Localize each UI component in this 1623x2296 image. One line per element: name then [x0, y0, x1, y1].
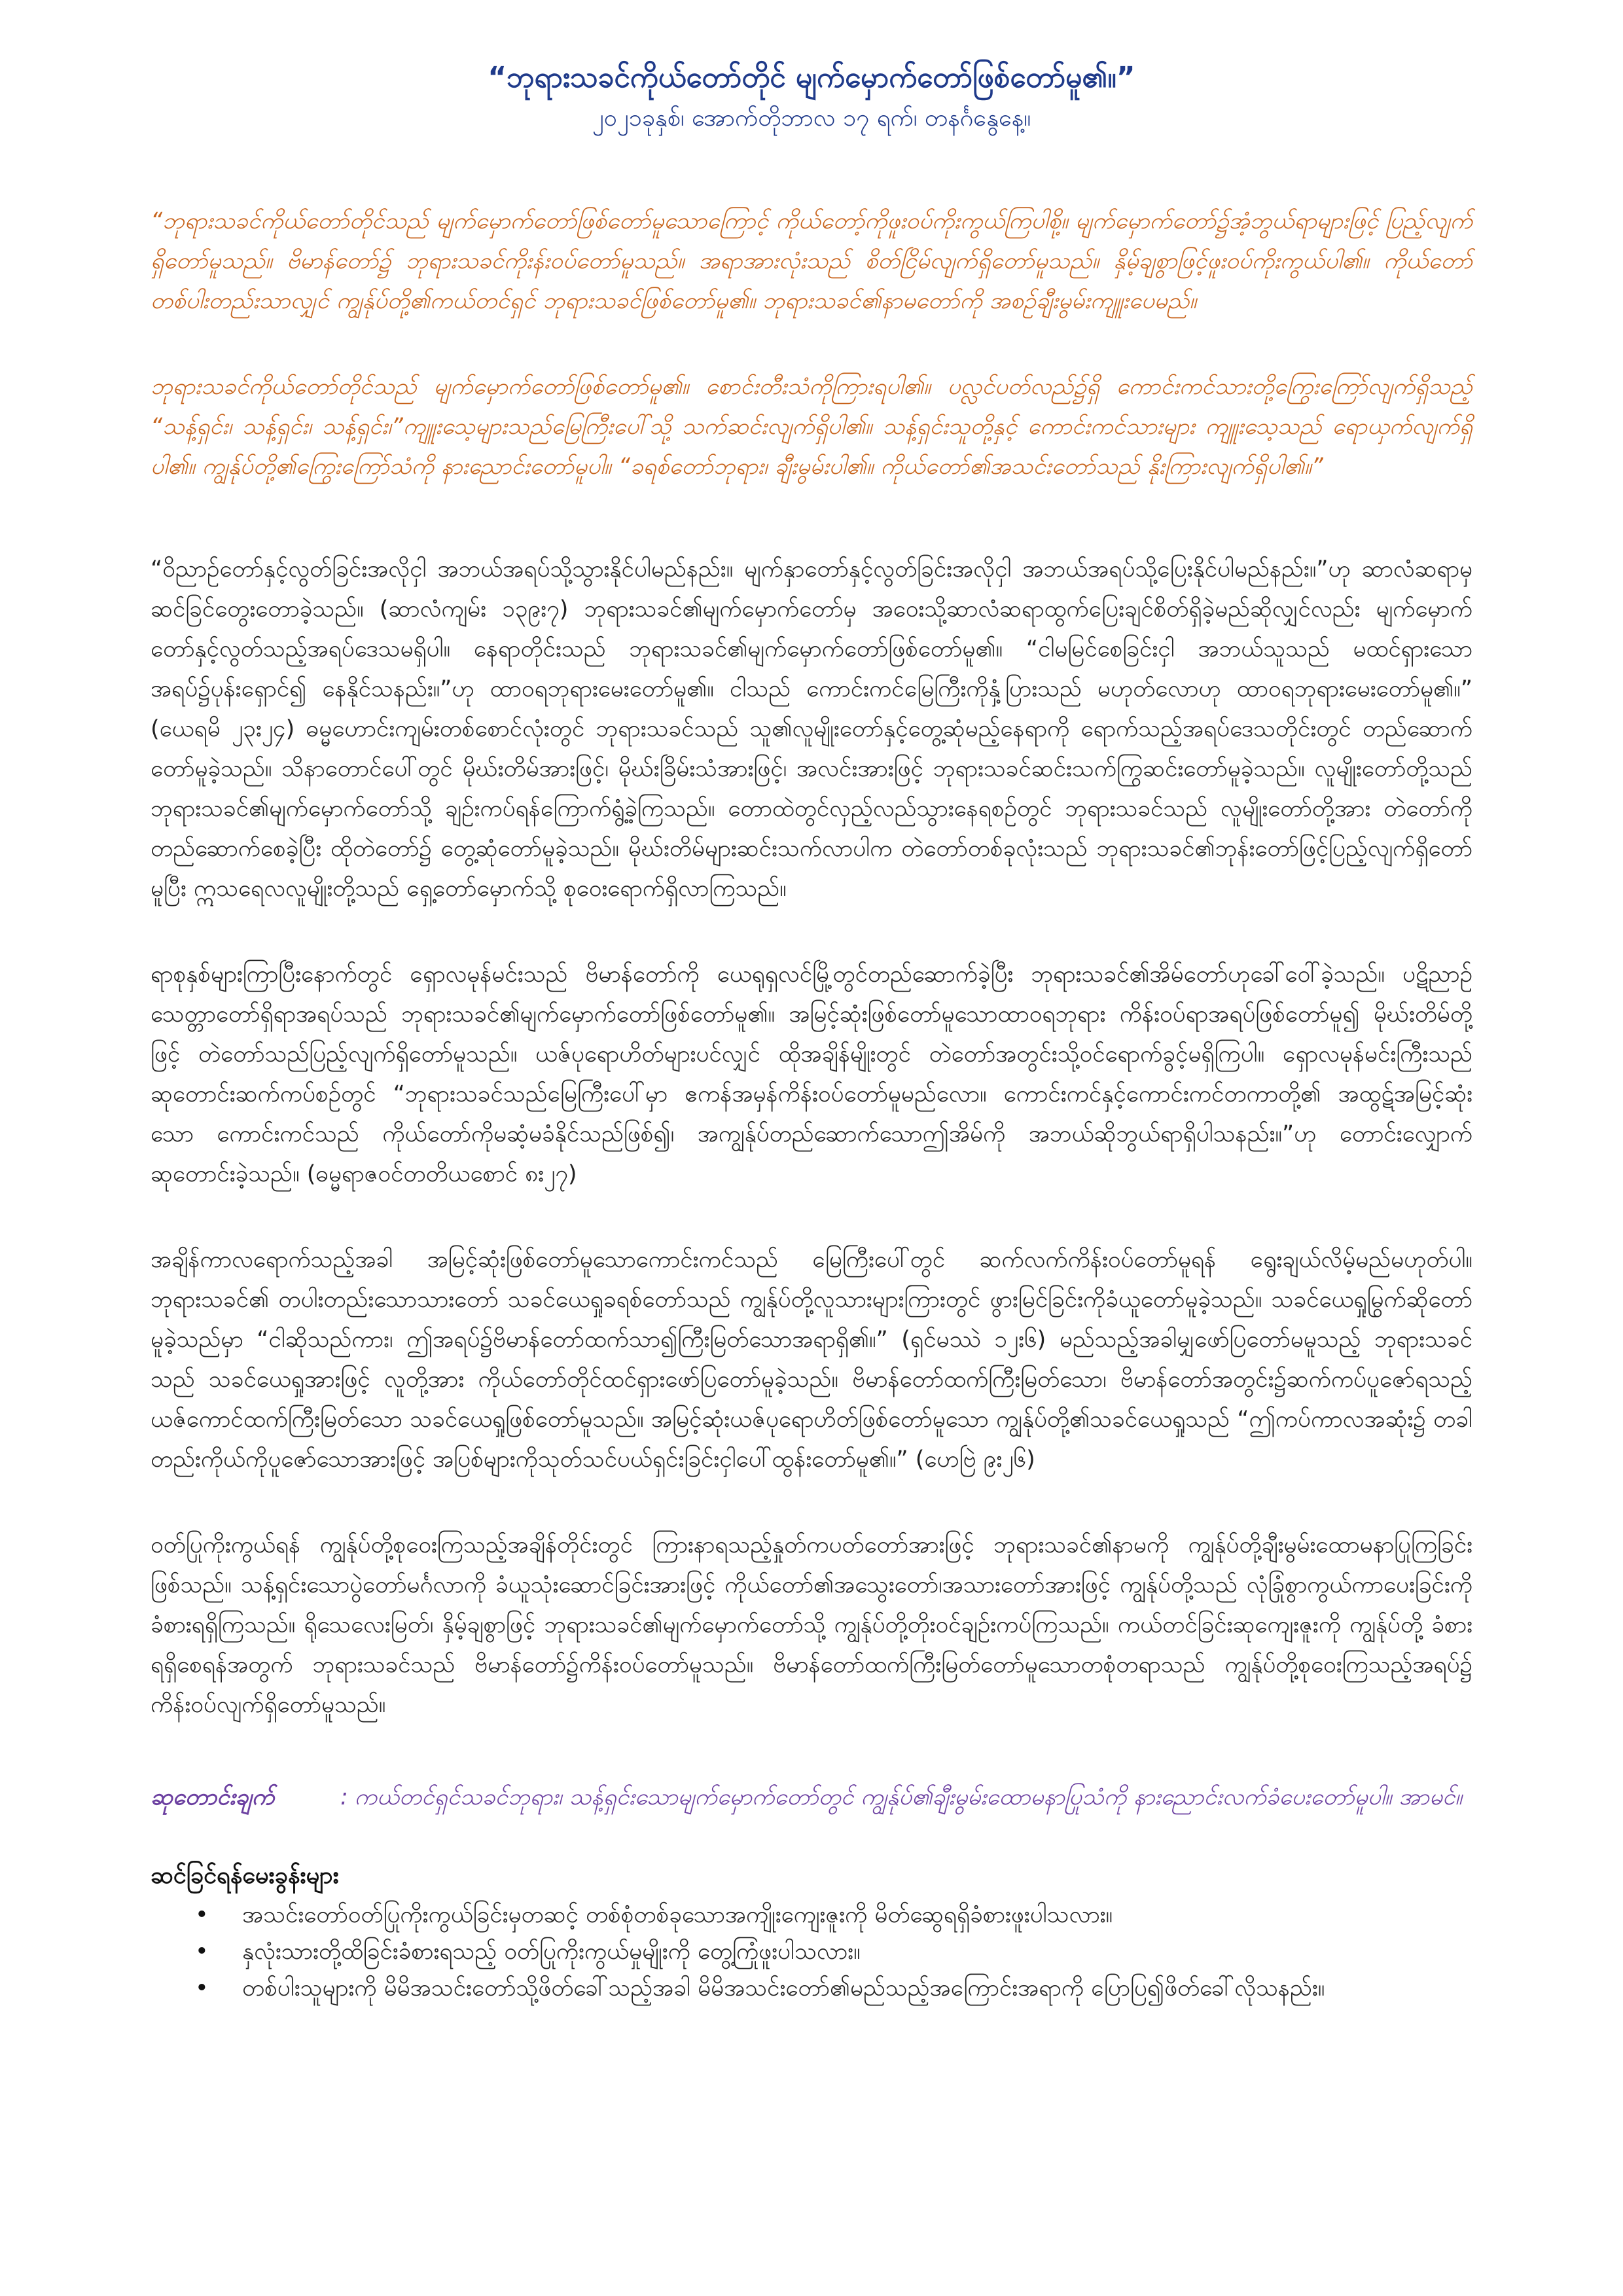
document-date: ၂၀၂၁ခုနှစ်၊ အောက်တိုဘာလ ၁၇ ရက်၊ တနင်္ဂနွေနေ့။	[592, 105, 1031, 132]
question-item: • အသင်းတော်ဝတ်ပြုကိုးကွယ်ခြင်းမှတဆင့် တစ်စုံတစ်ခုသောအကျိုးကျေးဇူးကို မိတ်ဆွေရရှိခံစားဖူးပါသလား။	[242, 1897, 1472, 1933]
paragraph-body-1: “ဝိညာဉ်တော်နှင့်လွတ်ခြင်းအလိုငှါ အဘယ်အရပ်သို့သွားနိုင်ပါမည်နည်း။ မျက်နှာတော်နှင့်လွတ်ခြင်းအလိုငှါ အဘယ်အရပ်သို့ပြေးနိုင်ပါမည်နည်း။”ဟု ဆာလံဆရာမှ ဆင်ခြင်တွေးတောခဲ့သည်။ (ဆာလံကျမ်း ၁၃၉း၇) ဘုရားသခင်၏မျက်မှောက်တော်မှ အဝေးသို့ဆာလံဆရာထွက်ပြေးချင်စိတ်ရှိခဲ့မည်ဆိုလျှင်လည်း မျက်မှောက်တော်နှင့်လွတ်သည့်အရပ်ဒေသမရှိပါ။ နေရာတိုင်းသည် ဘုရားသခင်၏မျက်မှောက်တော်ဖြစ်တော်မူ၏။ “ငါမမြင်စေခြင်းငှါ အဘယ်သူသည် မထင်ရှားသောအရပ်၌ပုန်းရှောင်၍ နေနိုင်သနည်း။”ဟု ထာဝရဘုရားမေးတော်မူ၏။ ငါသည် ကောင်းကင်မြေကြီးကိုနှံ့ပြားသည် မဟုတ်လောဟု ထာဝရဘုရားမေးတော်မူ၏။” (ယေရမိ ၂၃း၂၄) ဓမ္မဟောင်းကျမ်းတစ်စောင်လုံးတွင် ဘုရားသခင်သည် သူ၏လူမျိုးတော်နှင့်တွေ့ဆုံမည့်နေရာကို ရောက်သည့်အရပ်ဒေသတိုင်းတွင် တည်ဆောက်တော်မူခဲ့သည်။ သိနာတောင်ပေါ်တွင် မိုဃ်းတိမ်အားဖြင့်၊ မိုဃ်းခြိမ်းသံအားဖြင့်၊ အလင်းအားဖြင့် ဘုရားသခင်ဆင်းသက်ကြွဆင်းတော်မူခဲ့သည်။ လူမျိုးတော်တို့သည် ဘုရားသခင်၏မျက်မှောက်တော်သို့ ချဉ်းကပ်ရန်ကြောက်ရွံ့ခဲ့ကြသည်။ တောထဲတွင်လှည့်လည်သွားနေရစဉ်တွင် ဘုရားသခင်သည် လူမျိုးတော်တို့အား တဲတော်ကိုတည်ဆောက်စေခဲ့ပြီး ထိုတဲတော်၌ တွေ့ဆုံတော်မူခဲ့သည်။ မိုဃ်းတိမ်များဆင်းသက်လာပါက တဲတော်တစ်ခုလုံးသည် ဘုရားသခင်၏ဘုန်းတော်ဖြင့်ပြည့်လျက်ရှိတော်မူပြီး ဣသရေလလူမျိုးတို့သည် ရှေ့တော်မှောက်သို့ စုဝေးရောက်ရှိလာကြသည်။	[151, 556, 1472, 902]
question-item: • တစ်ပါးသူများကို မိမိအသင်းတော်သို့ဖိတ်ခေါ်သည့်အခါ မိမိအသင်းတော်၏မည်သည့်အကြောင်းအရာကို ပြောပြ၍ဖိတ်ခေါ်လိုသနည်း။	[242, 1970, 1472, 2007]
paragraph-body-3: အချိန်ကာလရောက်သည့်အခါ အမြင့်ဆုံးဖြစ်တော်မူသောကောင်းကင်သည် မြေကြီးပေါ်တွင် ဆက်လက်ကိန်းဝပ်တော်မူရန် ရွေးချယ်လိမ့်မည်မဟုတ်ပါ။ ဘုရားသခင်၏ တပါးတည်းသောသားတော် သခင်ယေရှုခရစ်တော်သည် ကျွန်ုပ်တို့လူသားများကြားတွင် ဖွားမြင်ခြင်းကိုခံယူတော်မူခဲ့သည်။ သခင်ယေရှုမြွက်ဆိုတော်မူခဲ့သည်မှာ “ငါဆိုသည်ကား၊ ဤအရပ်၌ဗိမာန်တော်ထက်သာ၍ကြီးမြတ်သောအရာရှိ၏။” (ရှင်မဿဲ ၁၂း၆) မည်သည့်အခါမျှဖော်ပြတော်မမူသည့် ဘုရားသခင်သည် သခင်ယေရှုအားဖြင့် လူတို့အား ကိုယ်တော်တိုင်ထင်ရှားဖော်ပြတော်မူခဲ့သည်။ ဗိမာန်တော်ထက်ကြီးမြတ်သော၊ ဗိမာန်တော်အတွင်း၌ဆက်ကပ်ပူဇော်ရသည့် ယဇ်ကောင်ထက်ကြီးမြတ်သော သခင်ယေရှုဖြစ်တော်မူသည်။ အမြင့်ဆုံးယဇ်ပုရောဟိတ်ဖြစ်တော်မူသော ကျွန်ုပ်တို့၏သခင်ယေရှုသည် “ဤကပ်ကာလအဆုံး၌ တခါတည်းကိုယ်ကိုပူဇော်သောအားဖြင့် အပြစ်များကိုသုတ်သင်ပယ်ရှင်းခြင်းငှါပေါ်ထွန်းတော်မူ၏။” (ဟေဗြဲ ၉း၂၆)	[151, 1247, 1472, 1473]
paragraph-intro-2: ဘုရားသခင်ကိုယ်တော်တိုင်သည် မျက်မှောက်တော်ဖြစ်တော်မူ၏။ စောင်းတီးသံကိုကြားရပါ၏။ ပလ္လင်ပတ်လည်၌ရှိ ကောင်းကင်သားတို့ကြွေးကြော်လျက်ရှိသည့် “သန့်ရှင်း၊ သန့်ရှင်း၊ သန့်ရှင်း၊”ကျူးသေ့များသည်မြေကြီးပေါ်သို့ သက်ဆင်းလျက်ရှိပါ၏။ သန့်ရှင်းသူတို့နှင့် ကောင်းကင်သားများ ကျူးသေ့သည် ရောယှက်လျက်ရှိပါ၏။ ကျွန်ုပ်တို့၏ကြွေးကြော်သံကို နားညောင်းတော်မူပါ။ “ခရစ်တော်ဘုရား၊ ချီးမွမ်းပါ၏။ ကိုယ်တော်၏အသင်းတော်သည် နိုးကြားလျက်ရှိပါ၏။”	[151, 374, 1472, 480]
prayer-separator: :	[340, 1784, 348, 1810]
paragraph-body-2: ရာစုနှစ်များကြာပြီးနောက်တွင် ရှောလမုန်မင်းသည် ဗိမာန်တော်ကို ယေရုရှလင်မြို့တွင်တည်ဆောက်ခဲ့ပြီး ဘုရားသခင်၏အိမ်တော်ဟုခေါ်ဝေါ်ခဲ့သည်။ ပဋိညာဉ်သေတ္တာတော်ရှိရာအရပ်သည် ဘုရားသခင်၏မျက်မှောက်တော်ဖြစ်တော်မူ၏။ အမြင့်ဆုံးဖြစ်တော်မူသောထာဝရဘုရား ကိန်းဝပ်ရာအရပ်ဖြစ်တော်မူ၍ မိုဃ်းတိမ်တို့ဖြင့် တဲတော်သည်ပြည့်လျက်ရှိတော်မူသည်။ ယဇ်ပုရောဟိတ်များပင်လျှင် ထိုအချိန်မျိုးတွင် တဲတော်အတွင်းသို့ဝင်ရောက်ခွင့်မရှိကြပါ။ ရှောလမုန်မင်းကြီးသည် ဆုတောင်းဆက်ကပ်စဉ်တွင် “ဘုရားသခင်သည်မြေကြီးပေါ်မှာ ဧကန်အမှန်ကိန်းဝပ်တော်မူမည်လော။ ကောင်းကင်နှင့်ကောင်းကင်တကာတို့၏ အထွဋ်အမြင့်ဆုံးသော ကောင်းကင်သည် ကိုယ်တော်ကိုမဆံ့မခံနိုင်သည်ဖြစ်၍၊ အကျွန်ုပ်တည်ဆောက်သောဤအိမ်ကို အဘယ်ဆိုဘွယ်ရာရှိပါသနည်း။”ဟု တောင်းလျှောက်ဆုတောင်းခဲ့သည်။ (ဓမ္မရာဇဝင်တတိယစောင် ၈း၂၇)	[151, 961, 1472, 1187]
questions-heading: ဆင်ခြင်ရန်မေးခွန်းများ	[151, 1862, 339, 1889]
question-item: • နှလုံးသားတို့ထိခြင်းခံစားရသည့် ဝတ်ပြုကိုးကွယ်မှုမျိုးကို တွေ့ကြုံဖူးပါသလား။	[242, 1933, 1472, 1970]
paragraph-body-4: ဝတ်ပြုကိုးကွယ်ရန် ကျွန်ုပ်တို့စုဝေးကြသည့်အချိန်တိုင်းတွင် ကြားနာရသည့်နှုတ်ကပတ်တော်အားဖြင့် ဘုရားသခင်၏နာမကို ကျွန်ုပ်တို့ချီးမွမ်းထောမနာပြုကြခြင်းဖြစ်သည်။ သန့်ရှင်းသောပွဲတော်မင်္ဂလာကို ခံယူသုံးဆောင်ခြင်းအားဖြင့် ကိုယ်တော်၏အသွေးတော်၊အသားတော်အားဖြင့် ကျွန်ုပ်တို့သည် လုံခြုံစွာကွယ်ကာပေးခြင်းကို ခံစားရရှိကြသည်။ ရိုသေလေးမြတ်၊ နှိမ့်ချစွာဖြင့် ဘုရားသခင်၏မျက်မှောက်တော်သို့ ကျွန်ုပ်တို့တိုးဝင်ချဉ်းကပ်ကြသည်။ ကယ်တင်ခြင်းဆုကျေးဇူးကို ကျွန်ုပ်တို့ ခံစားရရှိစေရန်အတွက် ဘုရားသခင်သည် ဗိမာန်တော်၌ကိန်းဝပ်တော်မူသည်။ ဗိမာန်တော်ထက်ကြီးမြတ်တော်မူသောတစုံတရာသည် ကျွန်ုပ်တို့စုဝေးကြသည့်အရပ်၌ ကိန်းဝပ်လျက်ရှိတော်မူသည်။	[151, 1532, 1472, 1718]
prayer-text: ကယ်တင်ရှင်သခင်ဘုရား၊ သန့်ရှင်းသောမျက်မှောက်တော်တွင် ကျွန်ုပ်၏ချီးမွမ်းထောမနာပြုသံကို နားညောင်းလက်ခံပေးတော်မူပါ။ အာမင်။	[354, 1784, 1463, 1810]
document-title: “ဘုရားသခင်ကိုယ်တော်တိုင် မျက်မှောက်တော်ဖြစ်တော်မူ၏။”	[488, 61, 1135, 94]
prayer-label: ဆုတောင်းချက်	[151, 1784, 275, 1810]
prayer-section	[151, 1779, 1472, 1816]
questions-list	[151, 1897, 1472, 2007]
paragraph-intro-1: “ဘုရားသခင်ကိုယ်တော်တိုင်သည် မျက်မှောက်တော်ဖြစ်တော်မူသောကြောင့် ကိုယ်တော့်ကိုဖူးဝပ်ကိုးကွယ်ကြပါစို့။ မျက်မှောက်တော်၌အံ့ဘွယ်ရာများဖြင့် ပြည့်လျက်ရှိတော်မူသည်။ ဗိမာန်တော်၌ ဘုရားသခင်ကိုးန်းဝပ်တော်မူသည်။ အရာအားလုံးသည် စိတ်ငြိမ်လျက်ရှိတော်မူသည်။ နှိမ့်ချစွာဖြင့်ဖူးဝပ်ကိုးကွယ်ပါ၏။ ကိုယ်တော်တစ်ပါးတည်းသာလျှင် ကျွန်ုပ်တို့၏ကယ်တင်ရှင် ဘုရားသခင်ဖြစ်တော်မူ၏။ ဘုရားသခင်၏နာမတော်ကို အစဉ်ချီးမွမ်းကျူးပေမည်။	[151, 208, 1472, 314]
